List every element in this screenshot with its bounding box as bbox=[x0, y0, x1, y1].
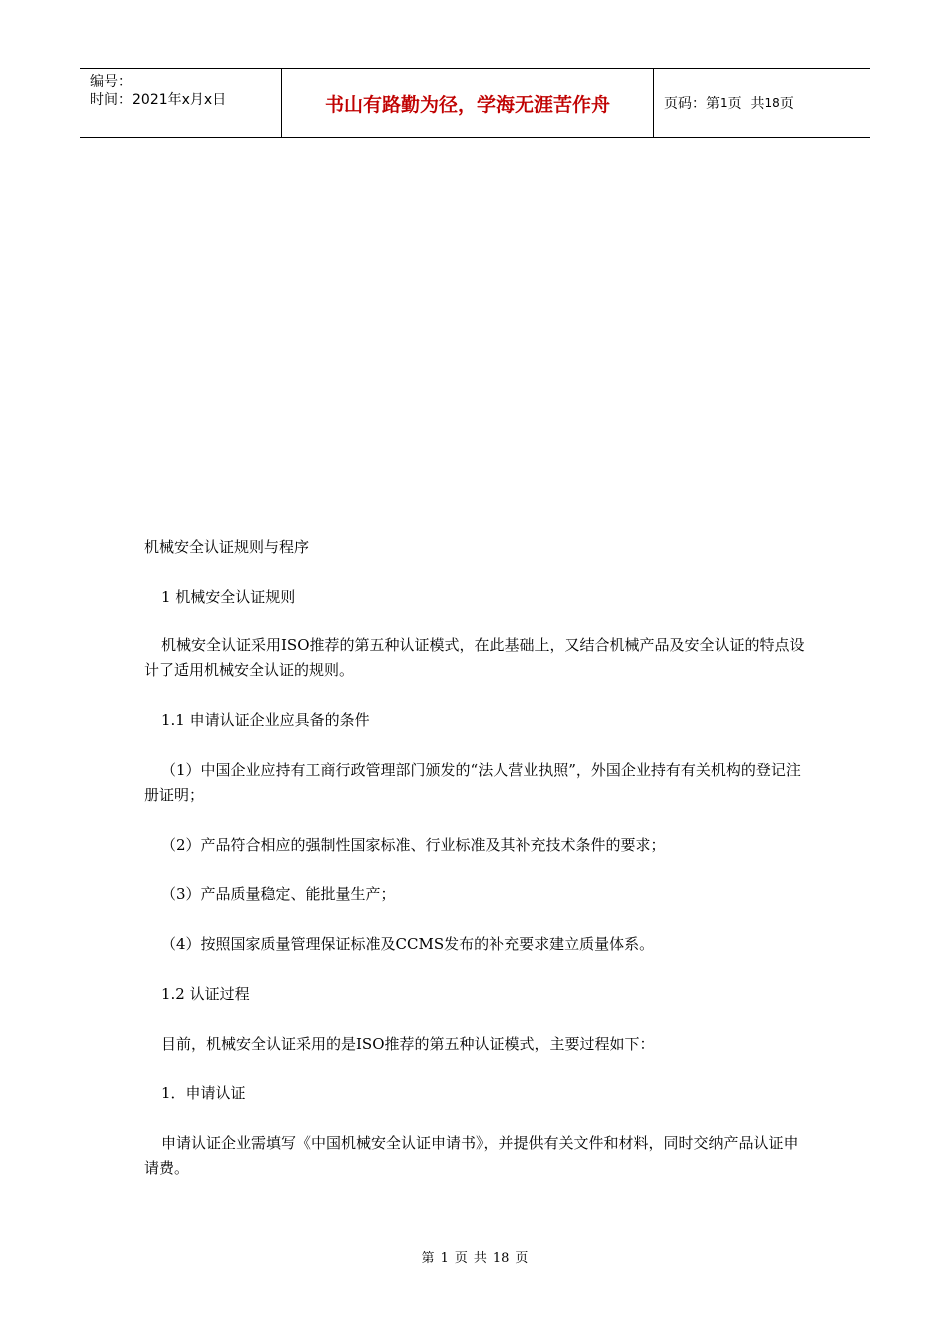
time-label: 时间： bbox=[90, 92, 132, 108]
header-page-info bbox=[654, 69, 870, 137]
document-header bbox=[80, 68, 870, 138]
paragraph-1: 机械安全认证采用ISO推荐的第五种认证模式，在此基础上，又结合机械产品及安全认证的特点设计了适用机械安全认证的规则。 bbox=[144, 636, 805, 679]
paragraph-2: 目前，机械安全认证采用的是ISO推荐的第五种认证模式，主要过程如下： bbox=[161, 1035, 655, 1053]
footer-di: 第 bbox=[421, 1251, 435, 1266]
page-mid: 页 共 bbox=[727, 96, 765, 112]
section-heading-1: 1 机械安全认证规则 bbox=[161, 588, 296, 606]
page-footer bbox=[0, 1247, 950, 1266]
page-total: 18 bbox=[764, 96, 780, 110]
section-heading-1-2: 1.2 认证过程 bbox=[161, 985, 250, 1003]
footer-total: 18 bbox=[492, 1251, 510, 1266]
header-motto: 书山有路勤为径，学海无涯苦作舟 bbox=[281, 69, 654, 137]
list-item-4: （4）按照国家质量管理保证标准及CCMS发布的补充要求建立质量体系。 bbox=[161, 935, 655, 953]
list-item-3: （3）产品质量稳定、能批量生产； bbox=[161, 885, 396, 903]
paragraph-3: 申请认证企业需填写《中国机械安全认证申请书》，并提供有关文件和材料，同时交纳产品认证申请费。 bbox=[144, 1134, 799, 1177]
time-line bbox=[90, 91, 281, 109]
page-end: 页 bbox=[779, 96, 794, 112]
page-number: 1 bbox=[720, 96, 728, 110]
footer-page: 1 bbox=[440, 1251, 449, 1266]
list-item-1: （1）中国企业应持有工商行政管理部门颁发的“法人营业执照”，外国企业持有有关机构的登记注册证明； bbox=[144, 761, 801, 804]
header-meta bbox=[80, 69, 281, 137]
list-item-2: （2）产品符合相应的强制性国家标准、行业标准及其补充技术条件的要求； bbox=[161, 836, 666, 854]
footer-gong: 共 bbox=[473, 1251, 487, 1266]
section-heading-1-1: 1.1 申请认证企业应具备的条件 bbox=[161, 711, 370, 729]
footer-ye: 页 bbox=[454, 1251, 468, 1266]
time-value: 2021年x月x日 bbox=[132, 92, 227, 108]
step-heading-1: 1．申请认证 bbox=[161, 1084, 246, 1102]
number-label: 编号： bbox=[90, 74, 132, 90]
page-label: 页码：第 bbox=[664, 96, 720, 112]
document-title: 机械安全认证规则与程序 bbox=[144, 538, 310, 556]
footer-ye2: 页 bbox=[515, 1251, 529, 1266]
